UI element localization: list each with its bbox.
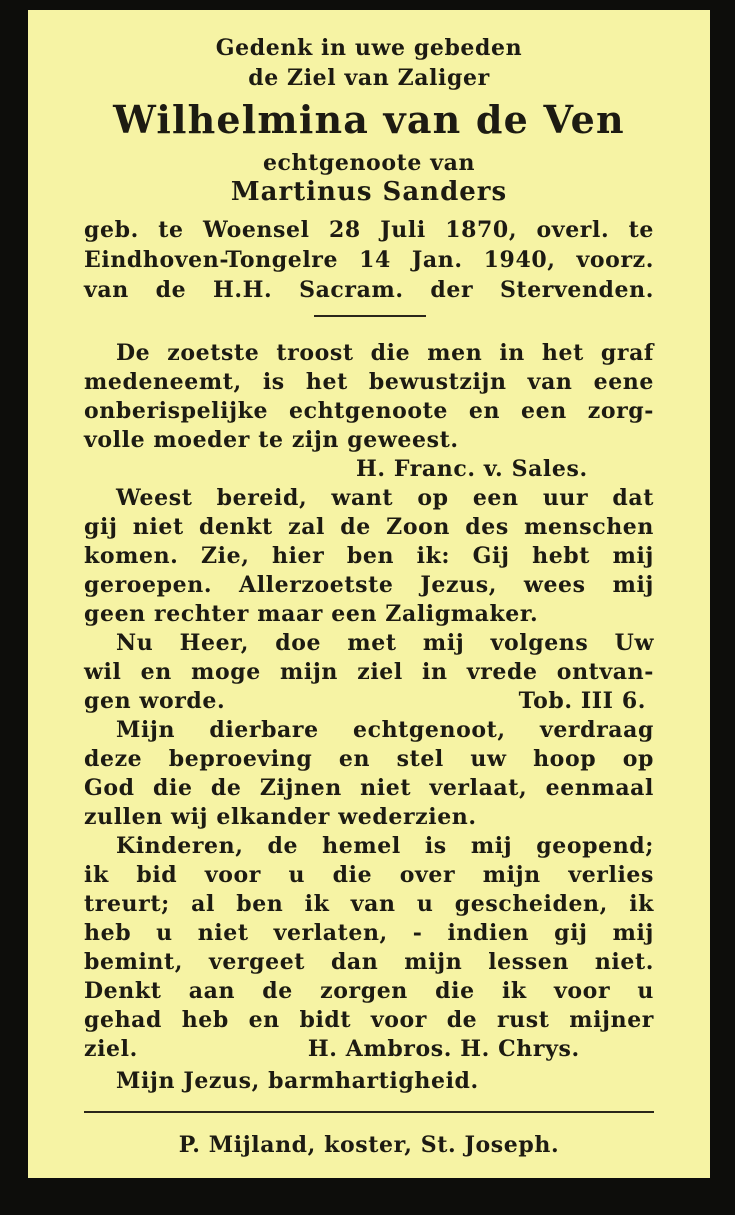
text-line: Weest bereid, want op een uur dat: [116, 485, 654, 511]
text-line: Kinderen, de hemel is mij geopend;: [116, 833, 654, 859]
text-line-with-citation: [28, 1035, 710, 1063]
memorial-card: [28, 10, 710, 1178]
source-citation: Tob. III 6.: [518, 688, 646, 714]
text-line: deze beproeving en stel uw hoop op: [84, 746, 654, 772]
printer-credit: P. Mijland, koster, St. Joseph.: [178, 1132, 560, 1158]
text-line: De zoetste troost die men in het graf: [116, 340, 654, 366]
header-line-2: de Ziel van Zaliger: [248, 65, 490, 91]
text-line: treurt; al ben ik van u gescheiden, ik: [84, 891, 654, 917]
text-line: onberispelijke echtgenoote en een zorg-: [84, 398, 654, 424]
bio-line-3: van de H.H. Sacram. der Stervenden.: [84, 277, 654, 303]
text-line: medeneemt, is het bewustzijn van eene: [84, 369, 654, 395]
bio-line-2: Eindhoven-Tongelre 14 Jan. 1940, voorz.: [84, 247, 654, 273]
source-citation: H. Franc. v. Sales.: [356, 456, 588, 482]
text-line: gen worde.: [84, 688, 226, 714]
text-line: Mijn dierbare echtgenoot, verdraag: [116, 717, 654, 743]
text-line: God die de Zijnen niet verlaat, eenmaal: [84, 775, 654, 801]
text-line: heb u niet verlaten, - indien gij mij: [84, 920, 654, 946]
text-line: volle moeder te zijn geweest.: [84, 427, 459, 453]
text-line: ik bid voor u die over mijn verlies: [84, 862, 654, 888]
spouse-label: echtgenoote van: [262, 150, 476, 176]
text-line: Denkt aan de zorgen die ik voor u: [84, 978, 654, 1004]
bio-line-1: geb. te Woensel 28 Juli 1870, overl. te: [84, 217, 654, 243]
text-line: bemint, vergeet dan mijn lessen niet.: [84, 949, 654, 975]
spouse-name: Martinus Sanders: [230, 177, 508, 207]
short-divider: [314, 315, 426, 317]
text-line: wil en moge mijn ziel in vrede ontvan-: [84, 659, 654, 685]
text-line: gehad heb en bidt voor de rust mijner: [84, 1007, 654, 1033]
text-line: geroepen. Allerzoetste Jezus, wees mij: [84, 572, 654, 598]
text-line: komen. Zie, hier ben ik: Gij hebt mij: [84, 543, 654, 569]
text-line: ziel.: [84, 1036, 138, 1062]
footer-divider: [84, 1111, 654, 1113]
text-line: zullen wij elkander wederzien.: [84, 804, 477, 830]
source-citation: H. Ambros. H. Chrys.: [307, 1036, 580, 1062]
closing-prayer: Mijn Jezus, barmhartigheid.: [116, 1068, 479, 1094]
text-line: Nu Heer, doe met mij volgens Uw: [116, 630, 654, 656]
deceased-name: Wilhelmina van de Ven: [113, 98, 625, 142]
text-line: geen rechter maar een Zaligmaker.: [84, 601, 539, 627]
header-line-1: Gedenk in uwe gebeden: [215, 35, 523, 61]
text-line: gij niet denkt zal de Zoon des menschen: [84, 514, 654, 540]
text-line-with-citation: [28, 687, 710, 715]
